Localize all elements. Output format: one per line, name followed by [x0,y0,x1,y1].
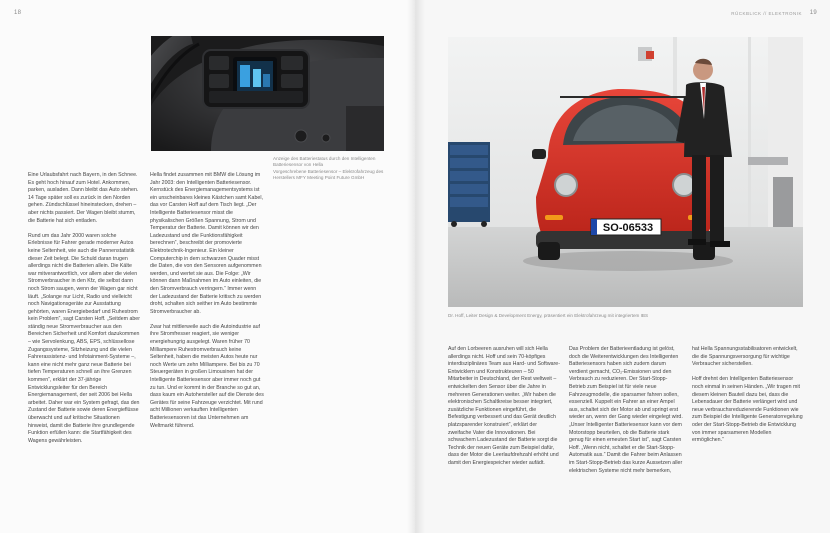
paragraph: Hoff drehnt den Intelligenten Batteriesensor noch einmal in seinen Händen. „Wir tragen mit diesem kleinen Bauteil dazu bei, dass die Lebensdauer der Batterie verlängert wird und neue verbrauchsreduzierende Funktionen wie zum Beispiel die Intelligente Generatorregelung oder der Start-Stopp-Betrieb die Entwicklung von immer sparsameren Modellen ermöglichen.“ [692,376,803,444]
dashboard-illustration [151,36,384,151]
page-gutter [407,0,425,533]
page-number-right: 19 [809,10,817,16]
page-number-left: 18 [14,10,22,16]
paragraph: hat Hella Spannungsstabilisatoren entwickelt, die die Spannungsversorgung für wichtige Verbraucher sicherstellen. [692,346,798,368]
text-column-3 [448,346,560,475]
car-illustration [448,37,803,307]
text-column-5 [692,346,804,452]
paragraph: Das Problem der Batterieentladung ist gelöst, doch die Weiterentwicklungen des Intelligenten Batteriesensors haben sich zudem darum verdient gemacht, CO₂-Emissionen und den Verbrauch zu reduzieren. Der Start-Stopp-Betrieb zum Beispiel ist für viele neue Fahrzeugmodelle, die sparsamer fahren sollen, essenziell. Kuppelt ein Fahrer an einer Ampel aus, schaltet sich der Motor ab und springt erst wieder an, wenn der Gang wieder eingelegt wird. „Unser Intelligenter Batteriesensor kann vor dem Motorstopp beurteilen, ob die Batterie stark genug für einen erneuten Start ist“, sagt Carsten Hoff. „Wenn nicht, schaltet er die Start-Stopp-Automatik aus.“ Damit die Fahrer beim Anlassen im Start-Stopp-Betrieb das kurze Aussetzen aller elektrischen Systeme nicht mehr bemerken, [569,346,683,474]
running-head: RÜCKBLICK // ELEKTRONIK [731,11,802,16]
text-column-4 [569,346,683,483]
license-plate: SO-06533 [602,222,654,234]
paragraph: Zwar hat mittlerweile auch die Autoindustrie auf ihre Stromfresser reagiert, sie weniger energiehungrig ausgelegt. Waren früher 70 Milliampere Ruhestromverbrauch keine Seltenheit, haben die meisten Autos heute nur noch Werte um zehn Milliampere. Bei bis zu 70 Steuergeräten in großen Limousinen hat der Intelligente Batteriesensor aber immer noch gut zu tun. Und er kommt in der Branche so gut an, dass kaum ein Autohersteller auf die Dienste des Gerätes für seine Fahrzeuge verzichtet. Mit rund acht Millionen verkauften Intelligenten Batteriesensoren ist das Unternehmen am Weltmarkt führend. [150,323,264,429]
dashboard-photo [151,36,384,151]
car-photo [448,37,803,307]
paragraph: Hella findet zusammen mit BMW die Lösung im Jahr 2003: den Intelligenten Batteriesensor. Kernstück des Energiemanagementsystems ist ein unscheinbares kleines Kästchen samt Kabel, das vor Carsten Hoff auf dem Tisch liegt. „Der Intelligente Batteriesensor misst die physikalischen Größen Spannung, Strom und Temperatur der Batterie. Damit können wir den Ladezustand und die Funktionsfähigkeit berechnen“, beschreibt der promovierte Elektrotechnik-Ingenieur. Ein kleiner Computerchip in dem schwarzen Quader misst die Daten, die von den Sensoren aufgenommen werden, und wertet sie aus. Die Folge: „Wir können dann Maßnahmen im Auto einleiten, die den Stromverbrauch verringern.“ Immer wenn der Ladezustand der Batterie kritisch zu werden droht, schalten sich seither im Auto bestimmte Stromverbraucher ab. [150,172,263,315]
paragraph: Auf den Lorbeeren ausruhen will sich Hella allerdings nicht. Hoff und sein 70-köpfiges interdisziplinäres Team aus Hard- und Software-Entwicklern und Konstrukteuren – 50 Mitarbeiter in Deutschland, der Rest weltweit – entwickelten den Sensor über die Jahre in mehreren Generationen weiter. „Wir haben die elektronischen Schaltkreise besser integriert, zusätzliche Funktionen eingeführt, die Befestigung verbessert und das Gerät deutlich platzsparender konstruiert“, erklärt der zweifache Vater die Innovationen. Bei schwachem Ladezustand der Batterie sorgt die Technik der neuen Geräte zum Beispiel dafür, dass der Motor die Leerlaufdrehzahl erhöht und damit den Energiespeicher wieder aufädt. [448,346,560,466]
text-column-2 [150,172,264,438]
dashboard-caption: Anzeige des Batteriestatus durch den Intelligenten Batteriesensor von Hella Vorgeschrebene Batteriesensor – Elektrofahrzeug des Herstellers MFY Meeting Point Future GmbH [273,156,384,180]
car-caption: Dr. Hoff, Leiter Design & Development Energy, präsentiert ein Elektrofahrzeug mit integriertem IBS [448,313,649,318]
paragraph: Eine Urlaubsfahrt nach Bayern, in den Schnee. Es geht hoch hinauf zum Hotel. Ankommen, parken, ausladen. Dann bleibt das Auto stehen. 14 Tage später soll es zurück in den Norden gehen. Zündschlüssel hineinstecken, drehen – aber nichts passiert. Der Wagen bleibt stumm, die Batterie hat sich entladen. [28,172,139,224]
text-column-1 [28,172,140,453]
paragraph: Rund um das Jahr 2000 waren solche Erlebnisse für Fahrer gerade moderner Autos keine Seltenheit, wie auch die Pannenstatistik dieser Zeit belegt. Die Schuld daran trugen allerdings nicht die Batterien allein. Die Kälte war mitverantwortlich, vor allem aber die vielen Stromverbraucher in den Kfz, die selbst dann noch Strom saugen, wenn der Wagen gar nicht läuft. „Solange nur Licht, Radio und vielleicht noch Navigationsgeräte zur Ausstattung gehörten, waren Energiebedarf und Ruhestrom kein Problem“, sagt Carsten Hoff. „Seitdem aber ständig neue Stromverbraucher aus den Bereichen Sicherheit und Komfort dazukommen – wie Servolenkung, ABS, EPS, schlüssellose Zugangssysteme, Sitzheizung und die vielen Fahrerassistenz- und Infotainment-Systeme –, kann eine nicht mehr ganz neue Batterie bei tiefen Temperaturen schnell an ihre Grenzen kommen“, erklärt der 37-jährige Entwicklungsleiter für den Bereich Energiemanagement, der seit 2006 bei Hella arbeitet. Daher war ein System gefragt, das den Zustand der Batterie sowie deren Energieflüsse überwacht und auf kritische Situationen hinweist, damit die Batterie ihre grundlegende Funktion erfüllen kann: die Startfähigkeit des Wagens gewährleisten. [28,232,140,444]
